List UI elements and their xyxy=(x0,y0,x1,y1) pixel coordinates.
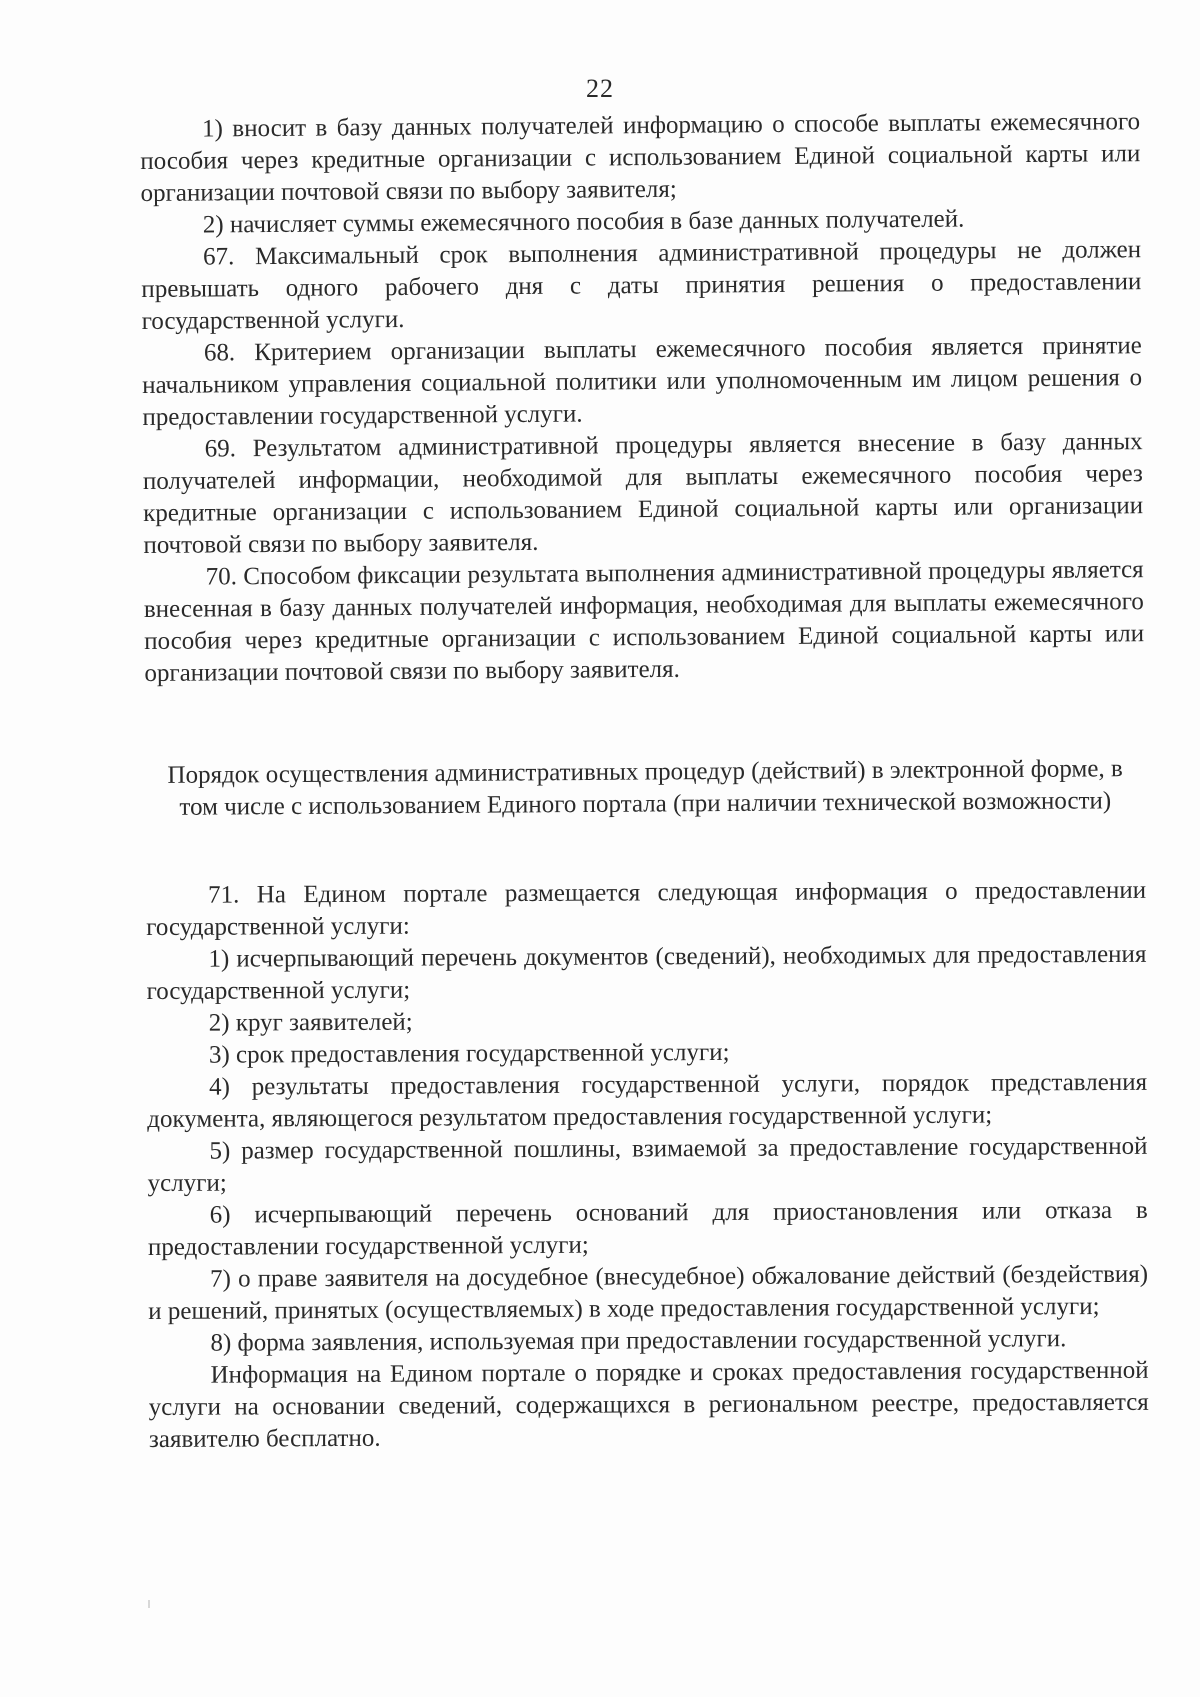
paragraph-67: 67. Максимальный срок выполнения административной процедуры не должен превышать одного рабочего дня с даты принятия решения о предоставлении государственной услуги. xyxy=(141,236,1142,335)
section-heading: Порядок осуществления административных процедур (действий) в электронной форме, в том числе с использованием Единого портала (при наличии технической возможности) xyxy=(167,755,1123,821)
paragraph-69: 69. Результатом административной процедуры является внесение в базу данных получателей информации, необходимой для выплаты ежемесячного пособия через кредитные организации с использованием Единой социальной карты или организации почтовой связи по выбору заявителя. xyxy=(142,428,1144,559)
list-item-5: 5) размер государственной пошлины, взимаемой за предоставление государственной услуги; xyxy=(147,1132,1148,1197)
closing-paragraph: Информация на Едином портале о порядке и сроках предоставления государственной услуги на основании сведений, содержащихся в региональном реестре, предоставляется заявителю бесплатно. xyxy=(148,1356,1149,1453)
list-item-2: 2) круг заявителей; xyxy=(208,1008,413,1037)
list-item-7: 7) о праве заявителя на досудебное (внесудебное) обжалование действий (бездействия) и решений, принятых (осуществляемых) в ходе предоставления государственной услуги; xyxy=(148,1260,1149,1325)
scan-artifact xyxy=(148,1600,150,1608)
paragraph-item-1: 1) вносит в базу данных получателей информацию о способе выплаты ежемесячного пособия через кредитные организации с использованием Единой социальной карты или организации почтовой связи по выбору заявителя; xyxy=(140,108,1141,207)
list-item-8: 8) форма заявления, используемая при предоставлении государственной услуги. xyxy=(210,1325,1067,1357)
paragraph-71: 71. На Едином портале размещается следующая информация о предоставлении государственной услуги: xyxy=(146,876,1147,941)
paragraph-item-2: 2) начисляет суммы ежемесячного пособия в базе данных получателей. xyxy=(202,205,965,239)
text-section-after-heading xyxy=(146,875,1149,1456)
text-section-before-heading xyxy=(140,106,1144,690)
list-item-1: 1) исчерпывающий перечень документов (сведений), необходимых для предоставления государственной услуги; xyxy=(146,940,1147,1005)
list-item-3: 3) срок предоставления государственной услуги; xyxy=(208,1038,730,1069)
list-item-4: 4) результаты предоставления государственной услуги, порядок представления документа, являющегося результатом предоставления государственной услуги; xyxy=(147,1068,1148,1133)
page-number: 22 xyxy=(586,74,614,103)
list-item-6: 6) исчерпывающий перечень оснований для приостановления или отказа в предоставлении государственной услуги; xyxy=(147,1196,1148,1261)
paragraph-68: 68. Критерием организации выплаты ежемесячного пособия является принятие начальником управления социальной политики или уполномоченным им лицом решения о предоставлении государственной услуги. xyxy=(142,332,1143,431)
paragraph-70: 70. Способом фиксации результата выполнения административной процедуры является внесенная в базу данных получателей информация, необходимая для выплаты ежемесячного пособия через кредитные организации с использованием Единой социальной карты или организации почтовой связи по выбору заявителя. xyxy=(143,556,1145,687)
